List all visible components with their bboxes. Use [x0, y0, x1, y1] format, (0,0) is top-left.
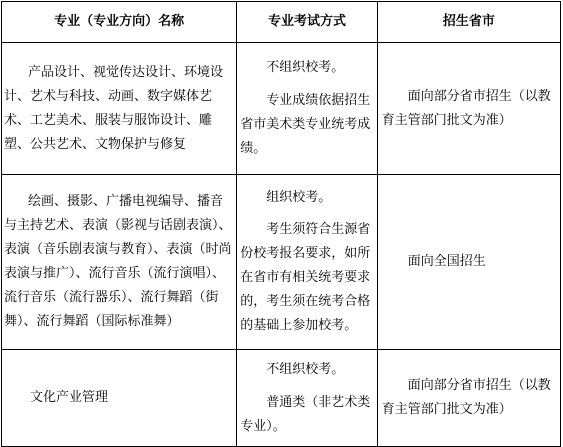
header-province: 招生省市: [377, 2, 560, 43]
exam-method-cell: [237, 350, 378, 447]
province-text: 面向部分省市招生（以教育主管部门批文为准）: [381, 88, 551, 128]
majors-cell: [2, 350, 237, 447]
majors-text: 文化产业管理: [30, 390, 109, 405]
header-exam-method: 专业考试方式: [237, 2, 378, 43]
header-row: [2, 2, 561, 43]
exam-method-line: 不组织校考。: [266, 60, 345, 75]
exam-method-detail: 考生须符合生源省份校考报名要求，如所在省市有相关统考要求的，考生须在统考合格的基础上参加校考。: [240, 222, 371, 333]
table-row: [2, 350, 561, 447]
table-row: [2, 175, 561, 350]
majors-text: 绘画、摄影、广播电视编导、播音与主持艺术、表演（影视与话剧表演）、表演（音乐剧表演与教育）、表演（时尚表演与推广）、流行音乐（流行演唱）、流行音乐（流行器乐）、流行舞蹈（街舞）、流行舞蹈（国际标准舞）: [4, 194, 232, 329]
majors-cell: [2, 43, 237, 175]
majors-text: 产品设计、视觉传达设计、环境设计、艺术与科技、动画、数字媒体艺术、工艺美术、服装与服饰设计、雕塑、公共艺术、文物保护与修复: [4, 64, 224, 152]
province-text: 面向全国招生: [407, 254, 486, 269]
header-major-name: 专业（专业方向）名称: [2, 2, 237, 43]
admissions-table: [1, 1, 561, 447]
province-cell: [377, 175, 560, 350]
exam-method-line: 组织校考。: [266, 190, 332, 205]
exam-method-cell: [237, 43, 378, 175]
exam-method-detail: 专业成绩依据招生省市美术类专业统考成绩。: [240, 93, 371, 156]
exam-method-cell: [237, 175, 378, 350]
exam-method-line: 不组织校考。: [266, 361, 345, 377]
province-cell: [377, 350, 560, 447]
majors-cell: [2, 175, 237, 350]
province-cell: [377, 43, 560, 175]
exam-method-detail: 普通类（非艺术类专业）。: [240, 394, 371, 434]
province-text: 面向部分省市招生（以教育主管部门批文为准）: [381, 378, 551, 417]
table-row: [2, 43, 561, 175]
